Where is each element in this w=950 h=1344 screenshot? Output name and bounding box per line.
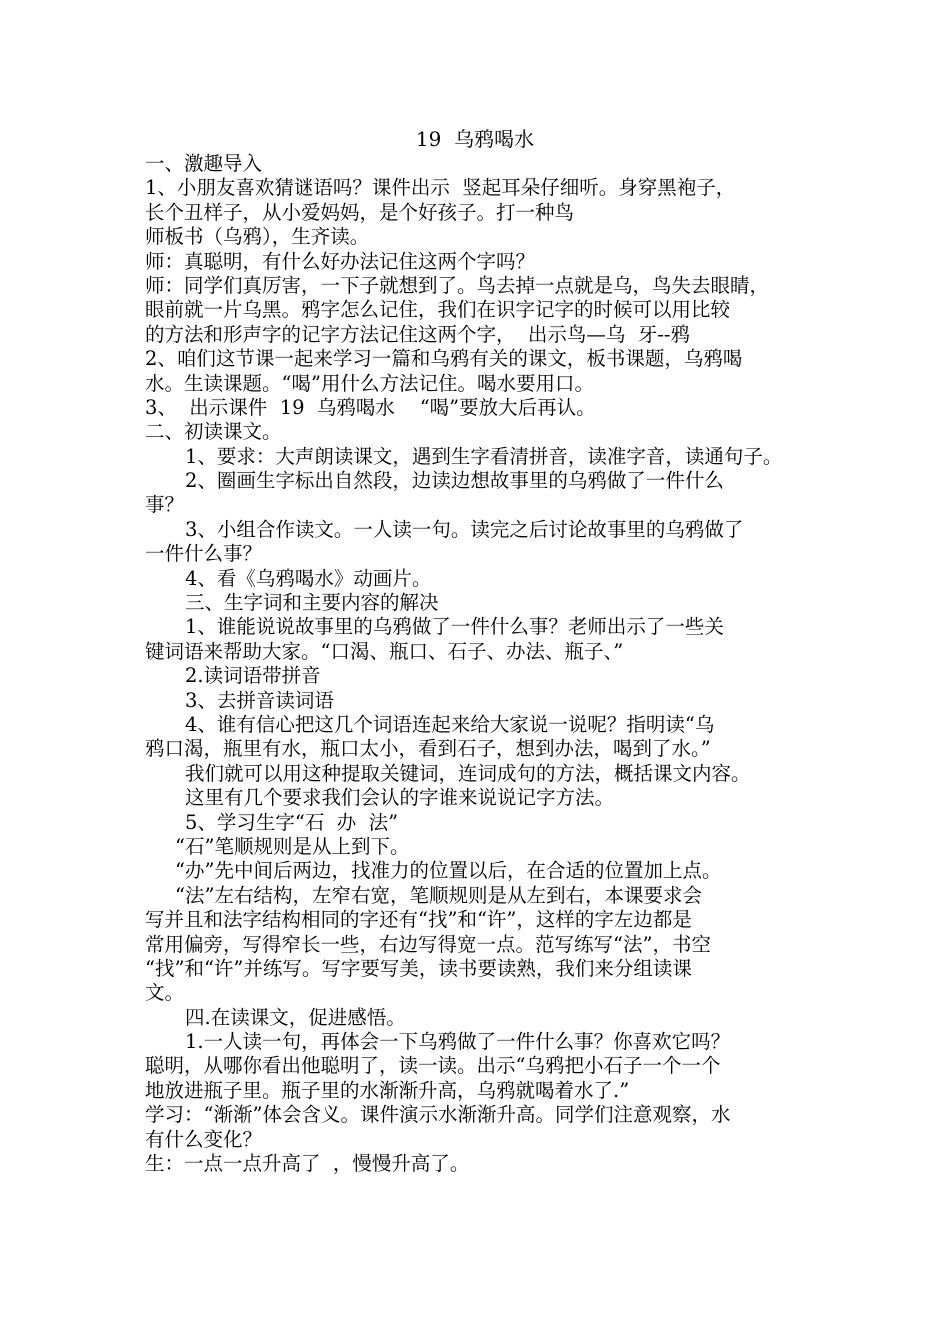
paragraph-line: 事？ (145, 493, 185, 517)
paragraph-line: 的方法和形声字的记字方法记住这两个字， 出示鸟—乌 牙--鸦 (145, 322, 690, 346)
paragraph-line: 学习：“渐渐”体会含义。课件演示水渐渐升高。同学们注意观察，水 (145, 1103, 731, 1127)
paragraph-line: 聪明，从哪你看出他聪明了，读一读。出示“乌鸦把小石子一个一个 (145, 1054, 721, 1078)
paragraph-line: 文。 (145, 981, 185, 1005)
paragraph-line: 4、谁有信心把这几个词语连起来给大家说一说呢？指明读“乌 (185, 712, 715, 736)
paragraph-line: 3、 出示课件 19 乌鸦喝水 “喝”要放大后再认。 (145, 395, 596, 419)
paragraph-line: 长个丑样子，从小爱妈妈，是个好孩子。打一种鸟 (145, 200, 575, 224)
paragraph-line: 师：同学们真厉害，一下子就想到了。鸟去掉一点就是乌，鸟失去眼睛， (145, 273, 770, 297)
paragraph-line: “找”和“许”并练写。写字要写美，读书要读熟，我们来分组读课 (145, 956, 692, 980)
paragraph-line: 眼前就一片乌黑。鸦字怎么记住，我们在识字记字的时候可以用比较 (145, 298, 731, 322)
paragraph-line: 3、小组合作读文。一人读一句。读完之后讨论故事里的乌鸦做了 (185, 517, 744, 541)
paragraph-line: 地放进瓶子里。瓶子里的水渐渐升高，乌鸦就喝着水了.” (145, 1078, 630, 1102)
paragraph-line: 常用偏旁，写得窄长一些，右边写得宽一点。范写练写“法”，书空 (145, 932, 711, 956)
paragraph-line: 5、学习生字“石 办 法” (185, 810, 399, 834)
paragraph-line: 有什么变化？ (145, 1127, 263, 1151)
paragraph-line: 我们就可以用这种提取关键词，连词成句的方法，概括课文内容。 (185, 761, 751, 785)
document-title: 19 乌鸦喝水 (415, 127, 535, 151)
paragraph-line: 2、圈画生字标出自然段，边读边想故事里的乌鸦做了一件什么 (185, 469, 724, 493)
document-body (145, 152, 815, 1176)
paragraph-line: 2、咱们这节课一起来学习一篇和乌鸦有关的课文，板书课题，乌鸦喝 (145, 347, 743, 371)
paragraph-line: 1、小朋友喜欢猜谜语吗？课件出示 竖起耳朵仔细听。身穿黑袍子， (145, 176, 736, 200)
paragraph-line: 这里有几个要求我们会认的字谁来说说记字方法。 (185, 786, 615, 810)
paragraph-line: 1、要求：大声朗读课文，遇到生字看清拼音，读准字音，读通句子。 (185, 444, 783, 468)
paragraph-line: 师：真聪明，有什么好办法记住这两个字吗？ (145, 249, 536, 273)
paragraph-line: 一件什么事？ (145, 542, 263, 566)
paragraph-line: 师板书（乌鸦），生齐读。 (145, 225, 370, 249)
paragraph-line: 鸦口渴，瓶里有水，瓶口太小，看到石子，想到办法，喝到了水。” (145, 737, 711, 761)
section-heading-2: 二、初读课文。 (145, 420, 282, 444)
paragraph-line: “法”左右结构，左窄右宽，笔顺规则是从左到右，本课要求会 (175, 883, 702, 907)
paragraph-line: 1、谁能说说故事里的乌鸦做了一件什么事？老师出示了一些关 (185, 615, 724, 639)
paragraph-line: 键词语来帮助大家。“口渴、瓶口、石子、办法、瓶子、” (145, 639, 624, 663)
paragraph-line: 写并且和法字结构相同的字还有“找”和“许”，这样的字左边都是 (145, 908, 692, 932)
paragraph-line: “石”笔顺规则是从上到下。 (175, 834, 410, 858)
paragraph-line: 2.读词语带拼音 (185, 664, 321, 688)
section-heading-1: 一、激趣导入 (145, 152, 263, 175)
paragraph-line: 水。生读课题。“喝”用什么方法记住。喝水要用口。 (145, 371, 594, 395)
paragraph-line: 生：一点一点升高了 ，慢慢升高了。 (145, 1152, 470, 1176)
paragraph-line: “办”先中间后两边，找准力的位置以后，在合适的位置加上点。 (175, 859, 722, 883)
section-heading-3: 三、生字词和主要内容的解决 (185, 591, 439, 615)
section-heading-4: 四.在读课文，促进感悟。 (185, 1005, 406, 1029)
paragraph-line: 1.一人读一句，再体会一下乌鸦做了一件什么事？你喜欢它吗？ (185, 1030, 731, 1054)
paragraph-line: 3、去拼音读词语 (185, 688, 334, 712)
paragraph-line: 4、看《乌鸦喝水》动画片。 (185, 566, 432, 590)
